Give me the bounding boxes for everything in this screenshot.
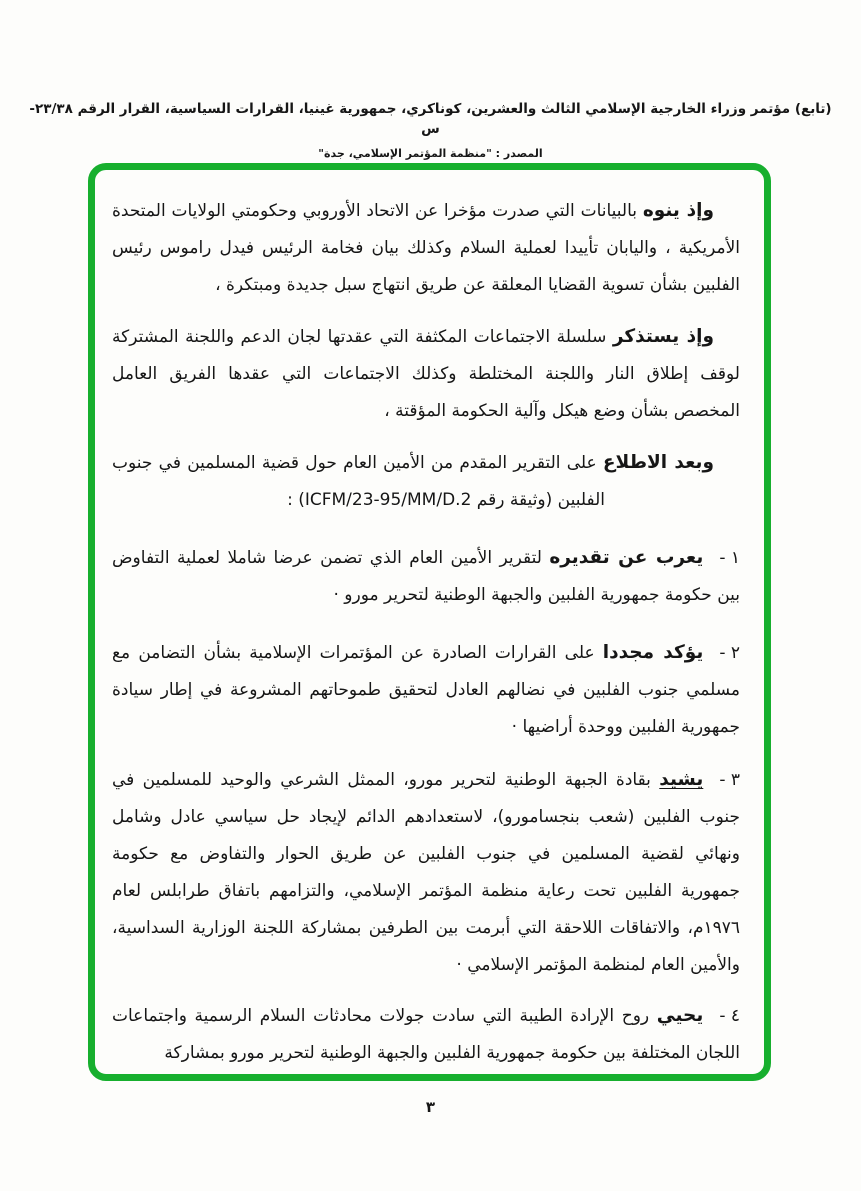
item-text: روح الإرادة الطيبة التي سادت جولات محادثات السلام الرسمية واجتماعات اللجان المختلفة بين حكومة جمهورية الفلبين والجبهة الوطنية لتحرير مورو بمشاركة: [112, 1006, 740, 1063]
item-lead: يؤكد مجددا: [602, 642, 704, 663]
resolution-item: [112, 539, 740, 614]
resolution-item: [112, 634, 740, 746]
resolution-item: [112, 761, 740, 984]
resolution-item: [112, 997, 740, 1072]
item-lead: يحيي: [656, 1005, 704, 1026]
paragraph-text: بالبيانات التي صدرت مؤخرا عن الاتحاد الأوروبي وحكومتي الولايات المتحدة الأمريكية ، واليابان تأييدا لعملية السلام وكذلك بيان فخامة الرئيس فيدل راموس رئيس الفلبين بشأن تسوية القضايا المعلقة عن طريق انتهاج سبل جديدة ومبتكرة ،: [112, 201, 740, 295]
item-text: لتقرير الأمين العام الذي تضمن عرضا شاملا لعملية التفاوض بين حكومة جمهورية الفلبين والجبهة الوطنية لتحرير مورو ·: [112, 548, 740, 605]
item-number: ١ -: [719, 548, 740, 568]
header-title-line: (تابع) مؤتمر وزراء الخارجية الإسلامي الثالث والعشرين، كوناكري، جمهورية غينيا، القرارات السياسية، القرار الرقم ٢٣/٣٨-س: [29, 101, 832, 137]
item-text: بقادة الجبهة الوطنية لتحرير مورو، الممثل الشرعي والوحيد للمسلمين في جنوب الفلبين (شعب بنجسامورو)، لاستعدادهم الدائم لإيجاد حل سياسي عادل وشامل ونهائي لقضية المسلمين في جنوب الفلبين عن طريق الحوار والتفاوض مع حكومة جمهورية الفلبين تحت رعاية منظمة المؤتمر الإسلامي، والتزامهم باتفاق طرابلس لعام ١٩٧٦م، والاتفاقات اللاحقة التي أبرمت بين الطرفين بمشاركة اللجنة الوزارية السداسية، والأمين العام لمنظمة المؤتمر الإسلامي ·: [112, 770, 740, 975]
item-number: ٢ -: [719, 643, 740, 663]
page-number: ٣: [425, 1098, 436, 1116]
paragraph-text: على التقرير المقدم من الأمين العام حول قضية المسلمين في جنوب: [112, 453, 597, 473]
preamble-paragraph: [112, 192, 740, 304]
paragraph-lead: وإذ يستذكر: [612, 326, 714, 347]
paragraph-lead: وبعد الاطلاع: [602, 452, 715, 473]
item-lead: يعرب عن تقديره: [549, 547, 704, 568]
paragraph-lead: وإذ ينوه: [642, 200, 715, 221]
item-lead: يشيد: [659, 769, 704, 790]
header-source-line: المصدر : "منظمة المؤتمر الإسلامي، جدة": [318, 147, 543, 160]
preamble-paragraph: [112, 318, 740, 430]
item-number: ٤ -: [719, 1006, 741, 1026]
resolution-body: [112, 192, 740, 1072]
document-reference: الفلبين (وثيقة رقم ICFM/23-95/MM/D.2) :: [287, 490, 605, 510]
preamble-paragraph: [112, 444, 740, 519]
item-text: على القرارات الصادرة عن المؤتمرات الإسلامية بشأن التضامن مع مسلمي جنوب الفلبين في نضالهم العادل لتحقيق طموحاتهم المشروعة في إطار سيادة جمهورية الفلبين ووحدة أراضيها ·: [112, 643, 740, 737]
paragraph-text: سلسلة الاجتماعات المكثفة التي عقدتها لجان الدعم واللجنة المشتركة لوقف إطلاق النار واللجنة المختلطة وكذلك الاجتماعات التي عقدها الفريق العامل المخصص بشأن وضع هيكل وآلية الحكومة المؤقتة ،: [112, 327, 740, 421]
doc-header: [28, 99, 833, 160]
item-number: ٣ -: [719, 770, 740, 790]
